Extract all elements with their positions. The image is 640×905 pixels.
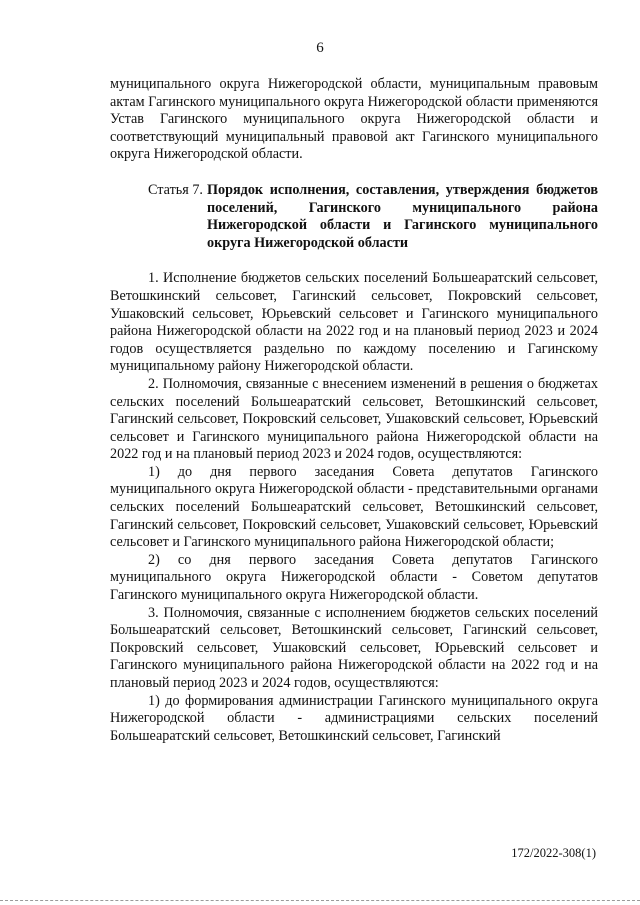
paragraph-2: 2. Полномочия, связанные с внесением изменений в решения о бюджетах сельских поселений Большеаратский сельсовет, Ветошкинский сельсовет, Гагинский сельсовет, Покровский сельсовет, Ушаковский сельсовет, Юрьевский сельсовет и Гагинского муниципального района Нижегородской области на 2022 год и на плановый период 2023 и 2024 годов, осуществляются:: [110, 375, 598, 463]
document-code: 172/2022-308(1): [511, 846, 596, 860]
paragraph-3-item-1: 1) до формирования администрации Гагинского муниципального округа Нижегородской области - администрациями сельских поселений Большеаратский сельсовет, Ветошкинский сельсовет, Гагинский: [110, 692, 598, 744]
paragraph-1: 1. Исполнение бюджетов сельских поселений Большеаратский сельсовет, Ветошкинский сельсовет, Гагинский сельсовет, Покровский сельсовет, Ушаковский сельсовет, Юрьевский сельсовет и Гагинского муниципального района Нижегородской области на 2022 год и на плановый период 2023 и 2024 годов осуществляется раздельно по каждому поселению и Гагинскому муниципальному району Нижегородской области.: [110, 270, 598, 375]
page-number: 6: [316, 40, 324, 56]
document-body: [110, 76, 598, 745]
scan-edge-line: [0, 900, 640, 903]
paragraph-2-item-1: 1) до дня первого заседания Совета депутатов Гагинского муниципального округа Нижегородской области - представительными органами сельских поселений Большеаратский сельсовет, Ветошкинский сельсовет, Гагинский сельсовет, Покровский сельсовет, Ушаковский сельсовет, Юрьевский сельсовет и Гагинского муниципального района Нижегородской области;: [110, 463, 598, 551]
paragraph-2-item-2: 2) со дня первого заседания Совета депутатов Гагинского муниципального округа Нижегородской области - Советом депутатов Гагинского муниципального округа Нижегородской области.: [110, 551, 598, 604]
intro-paragraph: муниципального округа Нижегородской области, муниципальным правовым актам Гагинского муниципального округа Нижегородской области применяются Устав Гагинского муниципального округа Нижегородской области и соответствующий муниципальный правовой акт Гагинского муниципального округа Нижегородской области.: [110, 76, 598, 163]
article-heading: [110, 182, 598, 252]
article-title: Порядок исполнения, составления, утверждения бюджетов поселений, Гагинского муниципального района Нижегородской области и Гагинского муниципального округа Нижегородской области: [206, 181, 598, 251]
paragraph-3: 3. Полномочия, связанные с исполнением бюджетов сельских поселений Большеаратский сельсовет, Ветошкинский сельсовет, Гагинский сельсовет, Покровский сельсовет, Ушаковский сельсовет, Юрьевский сельсовет и Гагинского муниципального района Нижегородской области на 2022 год и на плановый период 2023 и 2024 годов, осуществляются:: [110, 604, 598, 691]
article-label: Статья 7.: [148, 181, 203, 198]
